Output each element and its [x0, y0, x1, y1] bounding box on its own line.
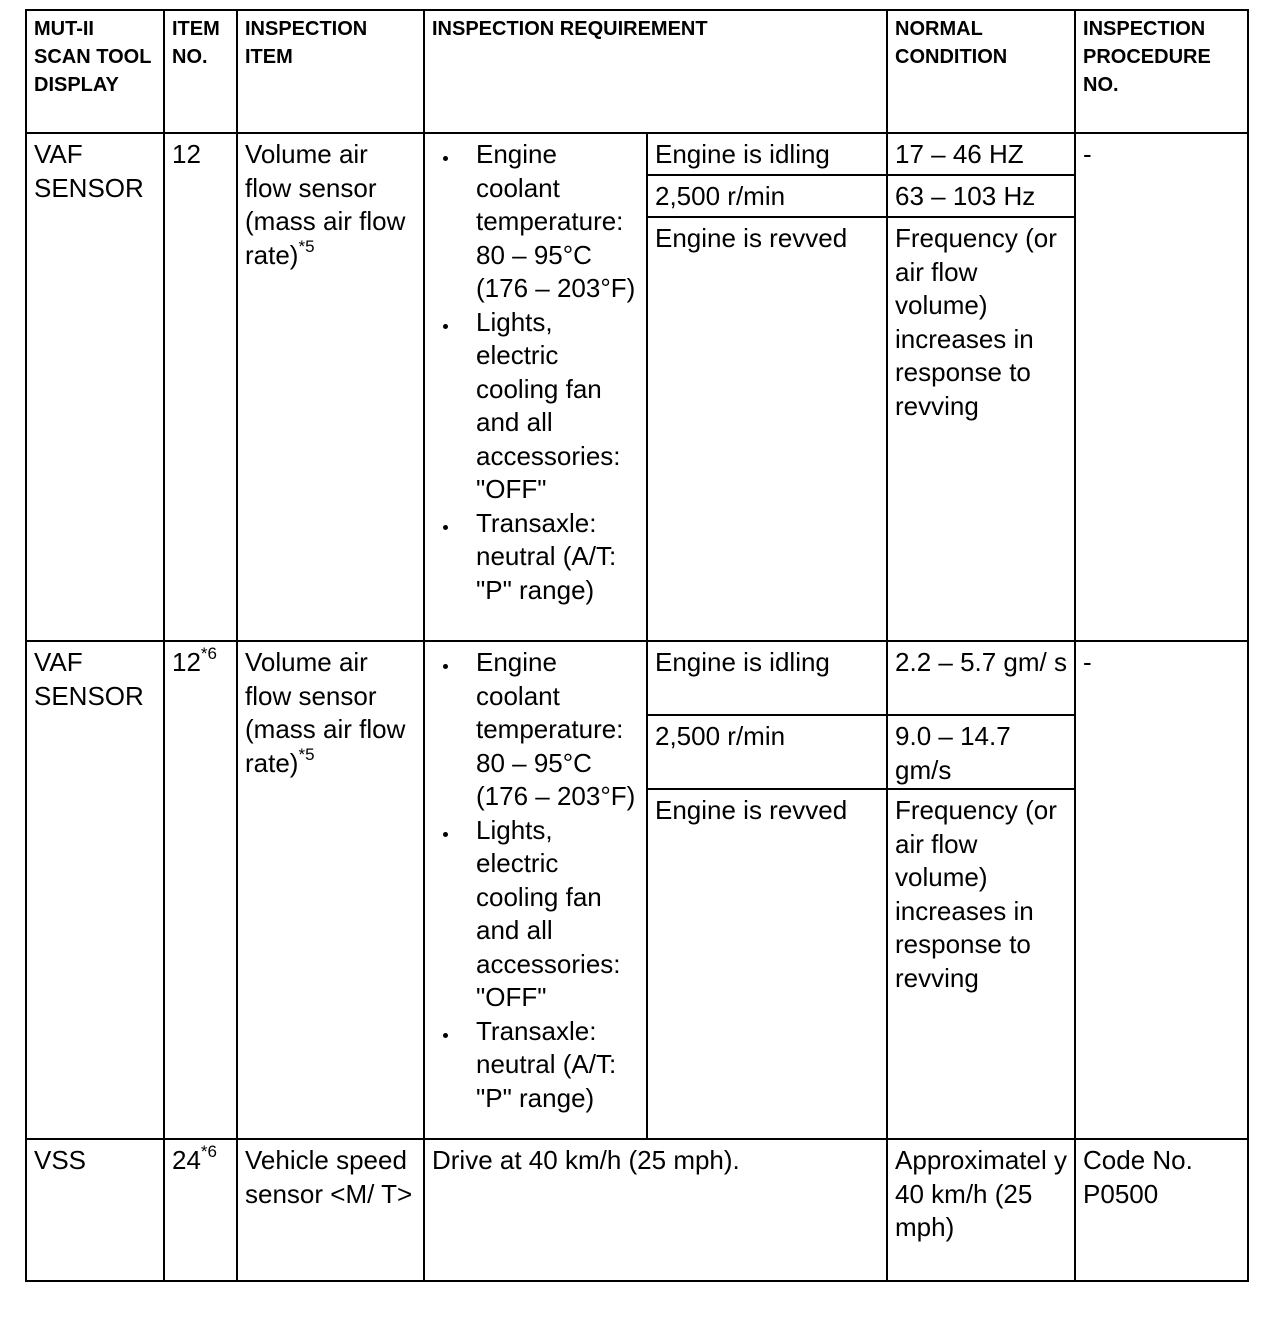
condition-state: Engine is revved — [647, 217, 887, 641]
list-item: • Transaxle: neutral (A/T: "P" range) — [460, 1015, 639, 1116]
requirement-list — [432, 138, 639, 607]
condition-state: 2,500 r/min — [647, 715, 887, 789]
requirement-cell — [424, 133, 647, 641]
inspection-item-cell — [237, 133, 424, 641]
display-cell: VAF SENSOR — [26, 641, 164, 1139]
header-item-no: ITEM NO. — [164, 10, 237, 133]
header-requirement: INSPECTION REQUIREMENT — [424, 10, 887, 133]
list-item: • Lights, electric cooling fan and all accessories: "OFF" — [460, 814, 639, 1015]
item-no-cell — [164, 641, 237, 1139]
procedure-cell: - — [1075, 133, 1248, 641]
item-no: 12 — [172, 139, 201, 169]
item-no-footnote: *6 — [200, 644, 217, 663]
normal-value: 9.0 – 14.7 gm/s — [887, 715, 1075, 789]
inspection-item-cell — [237, 641, 424, 1139]
requirement-list — [432, 646, 639, 1115]
condition-state: 2,500 r/min — [647, 175, 887, 217]
display-cell: VSS — [26, 1139, 164, 1281]
item-footnote: *5 — [298, 744, 315, 764]
normal-value: 17 – 46 HZ — [887, 133, 1075, 175]
list-item: • Transaxle: neutral (A/T: "P" range) — [460, 507, 639, 608]
item-no: 12 — [172, 647, 201, 677]
header-normal-condition: NORMAL CONDITION — [887, 10, 1075, 133]
requirement-cell: Drive at 40 km/h (25 mph). — [424, 1139, 887, 1281]
list-item: • Lights, electric cooling fan and all accessories: "OFF" — [460, 306, 639, 507]
item-no-cell — [164, 133, 237, 641]
condition-state: Engine is revved — [647, 789, 887, 1139]
inspection-item-text: Volume air flow sensor (mass air flow rate) — [245, 139, 406, 270]
table-row — [26, 133, 1248, 175]
procedure-cell: - — [1075, 641, 1248, 1139]
normal-value: 2.2 – 5.7 gm/ s — [887, 641, 1075, 715]
inspection-item-text: Volume air flow sensor (mass air flow rate) — [245, 647, 406, 778]
condition-state: Engine is idling — [647, 641, 887, 715]
requirement-cell — [424, 641, 647, 1139]
condition-state: Engine is idling — [647, 133, 887, 175]
item-footnote: *5 — [298, 236, 315, 256]
normal-value: 63 – 103 Hz — [887, 175, 1075, 217]
inspection-table — [25, 9, 1249, 1282]
normal-value: Approximatel y 40 km/h (25 mph) — [887, 1139, 1075, 1281]
list-item: • Engine coolant temperature: 80 – 95°C (176 – 203°F) — [460, 646, 639, 814]
list-item: • Engine coolant temperature: 80 – 95°C (176 – 203°F) — [460, 138, 639, 306]
header-inspection-item: INSPECTION ITEM — [237, 10, 424, 133]
item-no: 24 — [172, 1145, 201, 1175]
normal-value: Frequency (or air flow volume) increases in response to revving — [887, 789, 1075, 1139]
normal-value: Frequency (or air flow volume) increases in response to revving — [887, 217, 1075, 641]
inspection-item-cell: Vehicle speed sensor <M/ T> — [237, 1139, 424, 1281]
item-no-cell — [164, 1139, 237, 1281]
display-cell: VAF SENSOR — [26, 133, 164, 641]
item-no-footnote: *6 — [200, 1142, 217, 1161]
table-row — [26, 1139, 1248, 1281]
procedure-cell: Code No. P0500 — [1075, 1139, 1248, 1281]
header-display: MUT-II SCAN TOOL DISPLAY — [26, 10, 164, 133]
header-procedure: INSPECTION PROCEDURE NO. — [1075, 10, 1248, 133]
table-row — [26, 641, 1248, 715]
header-row — [26, 10, 1248, 133]
